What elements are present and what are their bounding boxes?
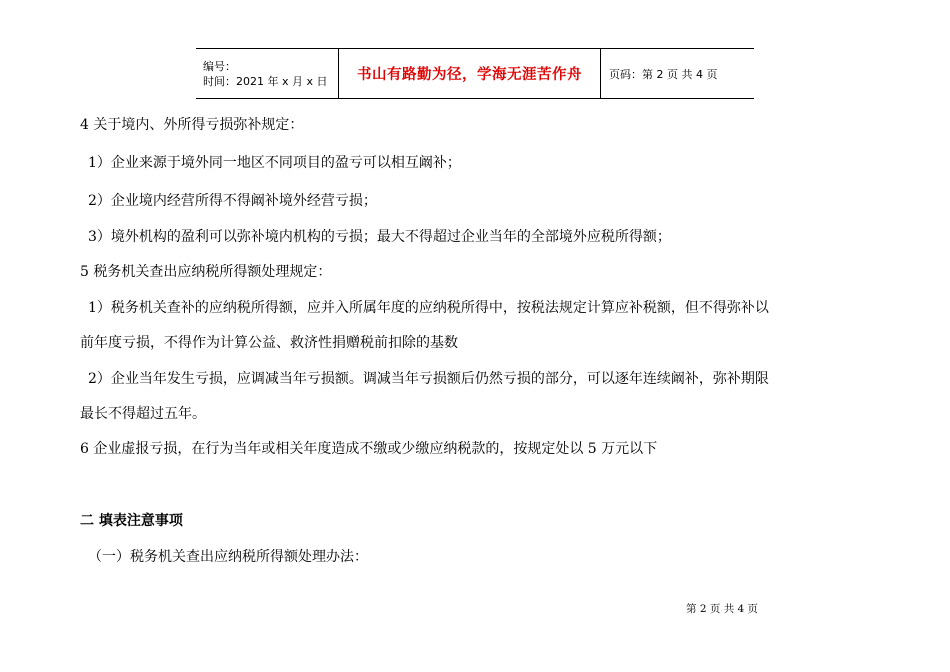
section-4-item-3: 3）境外机构的盈利可以弥补境内机构的亏损；最大不得超过企业当年的全部境外应税所得额； bbox=[88, 229, 671, 245]
header-page-info: 页码：第 2 页 共 4 页 bbox=[609, 67, 718, 81]
page-footer: 第 2 页 共 4 页 bbox=[686, 603, 759, 615]
section-6-text: 6 企业虚报亏损，在行为当年或相关年度造成不缴或少缴应纳税款的，按规定处以 5 万元以下 bbox=[80, 441, 658, 457]
section-5-title: 5 税务机关查出应纳税所得额处理规定： bbox=[80, 264, 332, 280]
section-4-item-2: 2）企业境内经营所得不得阚补境外经营亏损； bbox=[88, 193, 377, 209]
header-meta bbox=[196, 49, 339, 98]
document-date: 时间：2021 年 x 月 x 日 bbox=[203, 74, 328, 88]
section-5-item-1-line-2: 前年度亏损，不得作为计算公益、救济性捐赠税前扣除的基数 bbox=[80, 335, 458, 351]
section-2-title: 二 填表注意事项 bbox=[80, 513, 183, 529]
section-5-item-1-line-1: 1）税务机关查补的应纳税所得额，应并入所属年度的应纳税所得中，按税法规定计算应补税额，但不得弥补以 bbox=[88, 300, 769, 316]
document-header bbox=[196, 48, 754, 99]
section-4-title: 4 关于境内、外所得亏损弥补规定： bbox=[80, 117, 304, 133]
section-4-item-1: 1）企业来源于境外同一地区不同项目的盈亏可以相互阚补； bbox=[88, 155, 461, 171]
header-motto: 书山有路勤为径，学海无涯苦作舟 bbox=[339, 49, 601, 98]
section-5-item-2-line-2: 最长不得超过五年。 bbox=[80, 406, 206, 422]
section-2-item-1: （一）税务机关查出应纳税所得额处理办法： bbox=[88, 549, 368, 565]
document-number-label: 编号： bbox=[203, 59, 236, 73]
section-5-item-2-line-1: 2）企业当年发生亏损，应调减当年亏损额。调减当年亏损额后仍然亏损的部分，可以逐年连续阚补，弥补期限 bbox=[88, 371, 769, 387]
